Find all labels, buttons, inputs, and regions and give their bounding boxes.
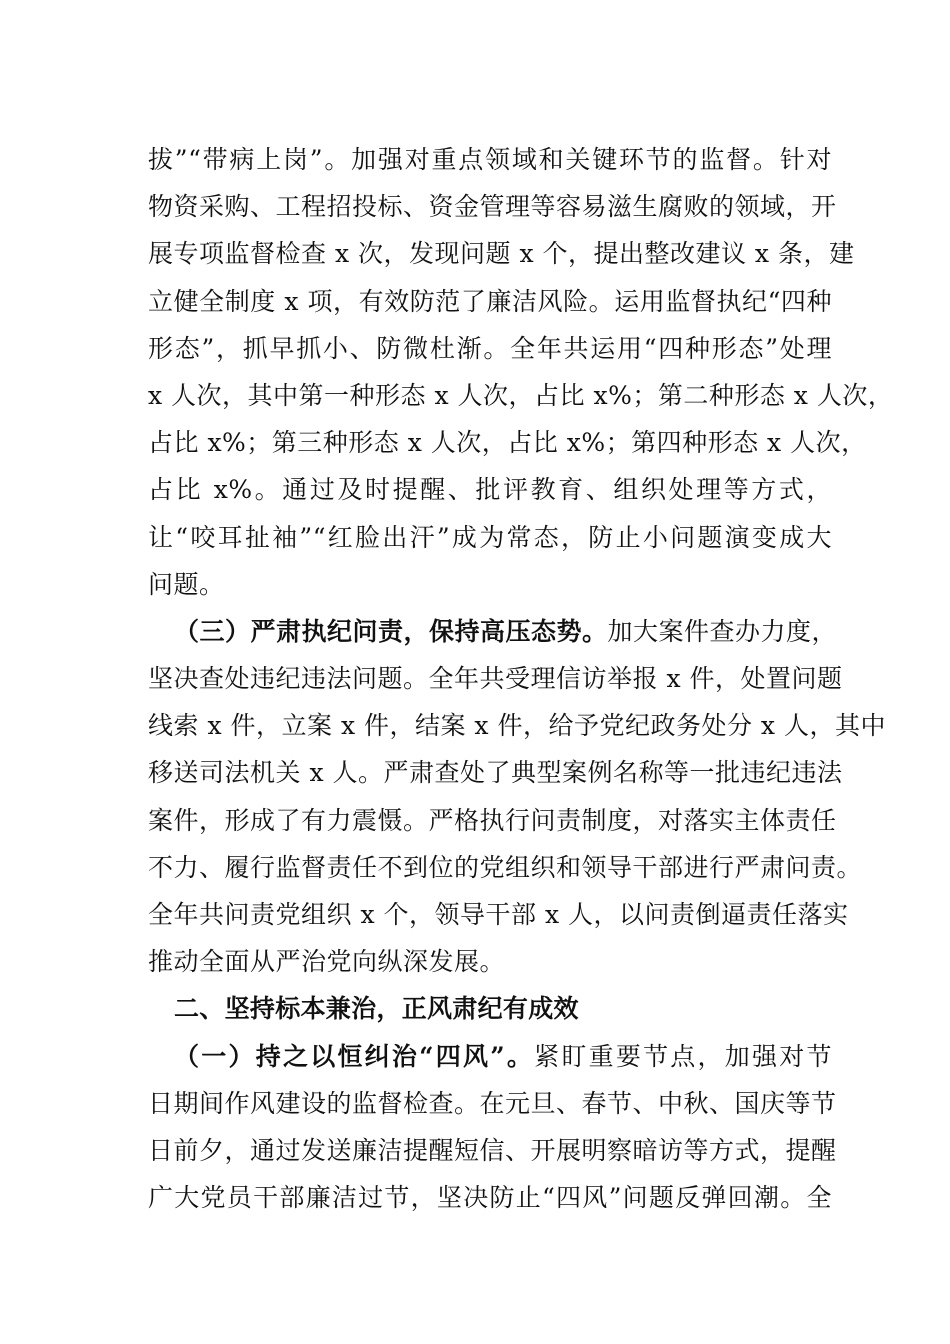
document-body [148, 136, 894, 1221]
text-line: 物资采购、工程招投标、资金管理等容易滋生腐败的领域，开 [148, 192, 837, 222]
text-line: 坚决查处违纪违法问题。全年共受理信访举报 x 件，处置问题 [148, 664, 843, 694]
text-line: 问题。 [148, 569, 225, 599]
text-line: 日期间作风建设的监督检查。在元旦、春节、中秋、国庆等节 [148, 1088, 837, 1118]
paragraph-supervision [148, 136, 894, 608]
section-lead: （一）持之以恒纠治“四风”。 [174, 1041, 535, 1071]
text-line: 占比 x%；第三种形态 x 人次，占比 x%；第四种形态 x 人次， [148, 428, 867, 458]
text-line: 形态”，抓早抓小、防微杜渐。全年共运用“四种形态”处理 [148, 333, 832, 363]
text-line: 立健全制度 x 项，有效防范了廉洁风险。运用监督执纪“四种 [148, 286, 832, 316]
paragraph-four-styles [148, 1033, 837, 1222]
text-line: 线索 x 件，立案 x 件，结案 x 件，给予党纪政务处分 x 人，其中 [148, 711, 886, 741]
text-line [148, 608, 838, 655]
text-line: 占比 x%。通过及时提醒、批评教育、组织处理等方式， [148, 475, 832, 505]
section-lead-rest: 紧盯重要节点，加强对节 [534, 1041, 832, 1071]
text-line: 全年共问责党组织 x 个，领导干部 x 人，以问责倒逼责任落实 [148, 900, 849, 929]
text-line: 移送司法机关 x 人。严肃查处了典型案例名称等一批违纪违法 [148, 758, 843, 788]
section-lead-rest: 加大案件查办力度， [607, 616, 838, 646]
text-line: 让“咬耳扯袖”“红脸出汗”成为常态，防止小问题演变成大 [148, 522, 832, 552]
text-line: 日前夕，通过发送廉洁提醒短信、开展明察暗访等方式，提醒 [148, 1135, 837, 1165]
text-line: 广大党员干部廉洁过节，坚决防止“四风”问题反弹回潮。全 [148, 1183, 832, 1213]
text-line: 不力、履行监督责任不到位的党组织和领导干部进行严肃问责。 [148, 852, 863, 882]
text-line: 拔”“带病上岗”。加强对重点领域和关键环节的监督。针对 [148, 145, 832, 174]
text-line: 展专项监督检查 x 次，发现问题 x 个，提出整改建议 x 条，建 [148, 239, 855, 269]
text-line: 推动全面从严治党向纵深发展。 [148, 947, 506, 977]
text-line [148, 1033, 832, 1080]
section-heading: 二、坚持标本兼治，正风肃纪有成效 [174, 994, 579, 1024]
paragraph-accountability [148, 608, 886, 986]
text-line: x 人次，其中第一种形态 x 人次，占比 x%；第二种形态 x 人次， [148, 380, 894, 410]
text-line: 案件，形成了有力震慑。严格执行问责制度，对落实主体责任 [148, 805, 837, 835]
section-lead: （三）严肃执纪问责，保持高压态势。 [174, 616, 608, 646]
